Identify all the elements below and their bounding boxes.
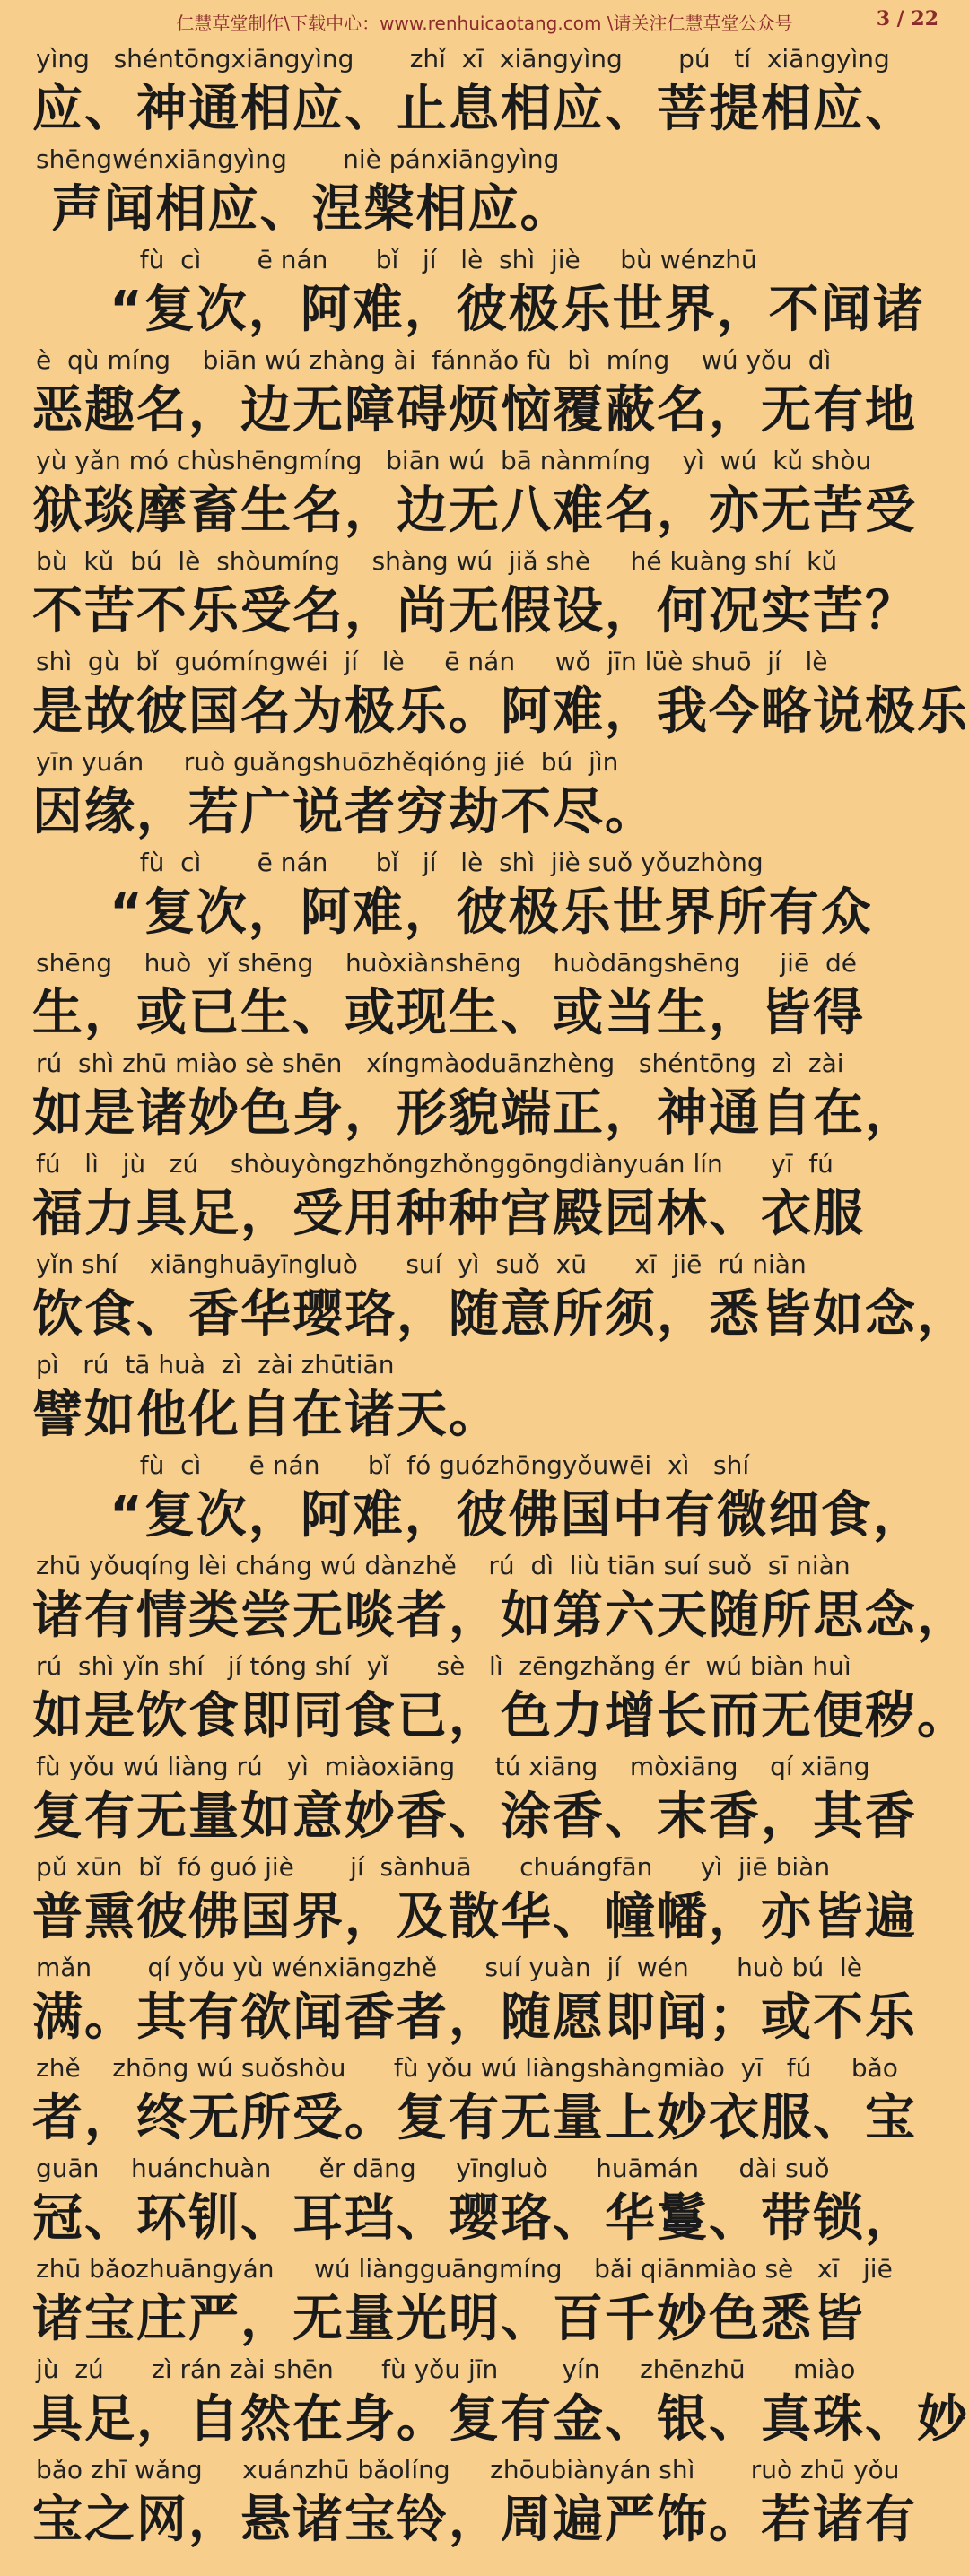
pinyin-line: zhě zhōng wú suǒshòu fù yǒu wú liàngshàngmiào yī fú bǎo bbox=[36, 2053, 898, 2083]
pinyin-line: shēngwénxiāngyìng niè pánxiāngyìng bbox=[36, 144, 560, 174]
hanzi-line: 冠、环钏、耳珰、璎珞、华鬘、带锁， bbox=[32, 2189, 917, 2248]
text-line bbox=[0, 1649, 969, 1749]
hanzi-line: 复有无量如意妙香、涂香、末香，其香 bbox=[32, 1788, 917, 1846]
pinyin-line: pì rú tā huà zì zài zhūtiān bbox=[36, 1350, 395, 1379]
hanzi-line: 生，或已生、或现生、或当生，皆得 bbox=[32, 984, 865, 1042]
pinyin-line: yìng shéntōngxiāngyìng zhǐ xī xiāngyìng pú tí xiāngyìng bbox=[36, 44, 890, 74]
text-line bbox=[0, 744, 969, 845]
pinyin-line: yīn yuán ruò guǎngshuōzhěqióng jié bú jìn bbox=[36, 747, 619, 777]
pinyin-line: bù kǔ bú lè shòumíng shàng wú jiǎ shè hé kuàng shí kǔ bbox=[36, 546, 838, 576]
hanzi-line: 如是诸妙色身，形貌端正，神通自在， bbox=[32, 1084, 917, 1143]
text-line bbox=[0, 945, 969, 1046]
hanzi-line: 因缘，若广说者穷劫不尽。 bbox=[32, 783, 657, 841]
hanzi-line: 福力具足，受用种种宫殿园林、衣服 bbox=[32, 1185, 865, 1243]
text-line bbox=[0, 1146, 969, 1247]
pinyin-line: bǎo zhī wǎng xuánzhū bǎolíng zhōubiànyán shì ruò zhū yǒu bbox=[36, 2455, 900, 2485]
text-line bbox=[0, 1046, 969, 1146]
pinyin-line: fù yǒu wú liàng rú yì miàoxiāng tú xiāng mòxiāng qí xiāng bbox=[36, 1752, 870, 1781]
text-line bbox=[0, 1548, 969, 1649]
text-line bbox=[0, 1749, 969, 1849]
hanzi-line: 声闻相应、涅槃相应。 bbox=[32, 180, 572, 239]
text-line bbox=[0, 1448, 969, 1548]
hanzi-line: 恶趣名，边无障碍烦恼覆蔽名，无有地 bbox=[32, 381, 917, 439]
hanzi-line: “复次，阿难，彼佛国中有微细食， bbox=[32, 1486, 925, 1545]
pinyin-line: pǔ xūn bǐ fó guó jiè jí sànhuā chuángfān yì jiē biàn bbox=[36, 1852, 831, 1882]
pinyin-line: rú shì zhū miào sè shēn xíngmàoduānzhèng shéntōng zì zài bbox=[36, 1049, 844, 1078]
text-line bbox=[0, 2151, 969, 2251]
text-line bbox=[0, 2050, 969, 2151]
pinyin-line: rú shì yǐn shí jí tóng shí yǐ sè lì zēngzhǎng ér wú biàn huì bbox=[36, 1651, 851, 1681]
hanzi-line: 如是饮食即同食已，色力增长而无便秽。 bbox=[32, 1687, 969, 1745]
text-line bbox=[0, 544, 969, 644]
hanzi-line: 应、神通相应、止息相应、菩提相应、 bbox=[32, 80, 917, 138]
pinyin-line: è qù míng biān wú zhàng ài fánnǎo fù bì míng wú yǒu dì bbox=[36, 345, 832, 375]
text-line bbox=[0, 443, 969, 544]
pinyin-line: mǎn qí yǒu yù wénxiāngzhě suí yuàn jí wén huò bú lè bbox=[36, 1953, 862, 1982]
text-line bbox=[0, 1849, 969, 1950]
hanzi-line: 满。其有欲闻香者，随愿即闻；或不乐 bbox=[32, 1989, 917, 2047]
pinyin-line: fú lì jù zú shòuyòngzhǒngzhǒnggōngdiànyuán lín yī fú bbox=[36, 1149, 834, 1179]
text-line bbox=[0, 142, 969, 242]
text-line bbox=[0, 41, 969, 142]
hanzi-line: “复次，阿难，彼极乐世界，不闻诸 bbox=[32, 281, 925, 339]
pinyin-line: fù cì ē nán bǐ jí lè shì jiè suǒ yǒuzhòng bbox=[36, 848, 764, 877]
pinyin-line: fù cì ē nán bǐ jí lè shì jiè bù wénzhū bbox=[36, 245, 757, 274]
hanzi-line: 者，终无所受。复有无量上妙衣服、宝 bbox=[32, 2089, 917, 2147]
pinyin-line: zhū yǒuqíng lèi cháng wú dànzhě rú dì liù tiān suí suǒ sī niàn bbox=[36, 1551, 851, 1580]
pinyin-line: fù cì ē nán bǐ fó guózhōngyǒuwēi xì shí bbox=[36, 1450, 750, 1480]
pinyin-line: zhū bǎozhuāngyán wú liàngguāngmíng bǎi qiānmiào sè xī jiē bbox=[36, 2254, 893, 2284]
text-line bbox=[0, 2251, 969, 2352]
pinyin-line: shì gù bǐ guómíngwéi jí lè ē nán wǒ jīn lüè shuō jí lè bbox=[36, 647, 828, 676]
hanzi-line: 诸宝庄严，无量光明、百千妙色悉皆 bbox=[32, 2290, 865, 2348]
hanzi-line: 是故彼国名为极乐。阿难，我今略说极乐 bbox=[32, 683, 969, 741]
hanzi-line: 宝之网，悬诸宝铃，周遍严饰。若诸有 bbox=[32, 2491, 917, 2549]
hanzi-line: 不苦不乐受名，尚无假设，何况实苦？ bbox=[32, 582, 917, 640]
hanzi-line: “复次，阿难，彼极乐世界所有众 bbox=[32, 883, 873, 942]
text-line bbox=[0, 1950, 969, 2050]
hanzi-line: 饮食、香华璎珞，随意所须，悉皆如念， bbox=[32, 1285, 969, 1344]
hanzi-line: 普熏彼佛国界，及散华、幢幡，亦皆遍 bbox=[32, 1888, 917, 1946]
pinyin-line: shēng huò yǐ shēng huòxiànshēng huòdāngshēng jiē dé bbox=[36, 948, 857, 978]
scripture-text bbox=[0, 41, 969, 2553]
text-line bbox=[0, 2452, 969, 2553]
pinyin-line: yǐn shí xiānghuāyīngluò suí yì suǒ xū xī jiē rú niàn bbox=[36, 1249, 807, 1279]
text-line bbox=[0, 2352, 969, 2452]
text-line bbox=[0, 242, 969, 343]
hanzi-line: 譬如他化自在诸天。 bbox=[32, 1386, 501, 1444]
page-header bbox=[0, 0, 969, 41]
hanzi-line: 诸有情类尝无啖者，如第六天随所思念， bbox=[32, 1587, 969, 1645]
pinyin-line: guān huánchuàn ěr dāng yīngluò huāmán dài suǒ bbox=[36, 2154, 830, 2183]
pinyin-line: jù zú zì rán zài shēn fù yǒu jīn yín zhēnzhū miào bbox=[36, 2354, 856, 2384]
hanzi-line: 狱琰摩畜生名，边无八难名，亦无苦受 bbox=[32, 482, 917, 540]
text-line bbox=[0, 1247, 969, 1347]
text-line bbox=[0, 845, 969, 945]
header-source-text: 仁慧草堂制作\下载中心：www.renhuicaotang.com \请关注仁慧草堂公众号 bbox=[176, 13, 793, 34]
text-line bbox=[0, 644, 969, 744]
hanzi-line: 具足，自然在身。复有金、银、真珠、妙 bbox=[32, 2390, 969, 2449]
text-line bbox=[0, 1347, 969, 1448]
pinyin-line: yù yǎn mó chùshēngmíng biān wú bā nànmíng yì wú kǔ shòu bbox=[36, 446, 872, 475]
page-number: 3 / 22 bbox=[876, 7, 938, 30]
text-line bbox=[0, 343, 969, 443]
